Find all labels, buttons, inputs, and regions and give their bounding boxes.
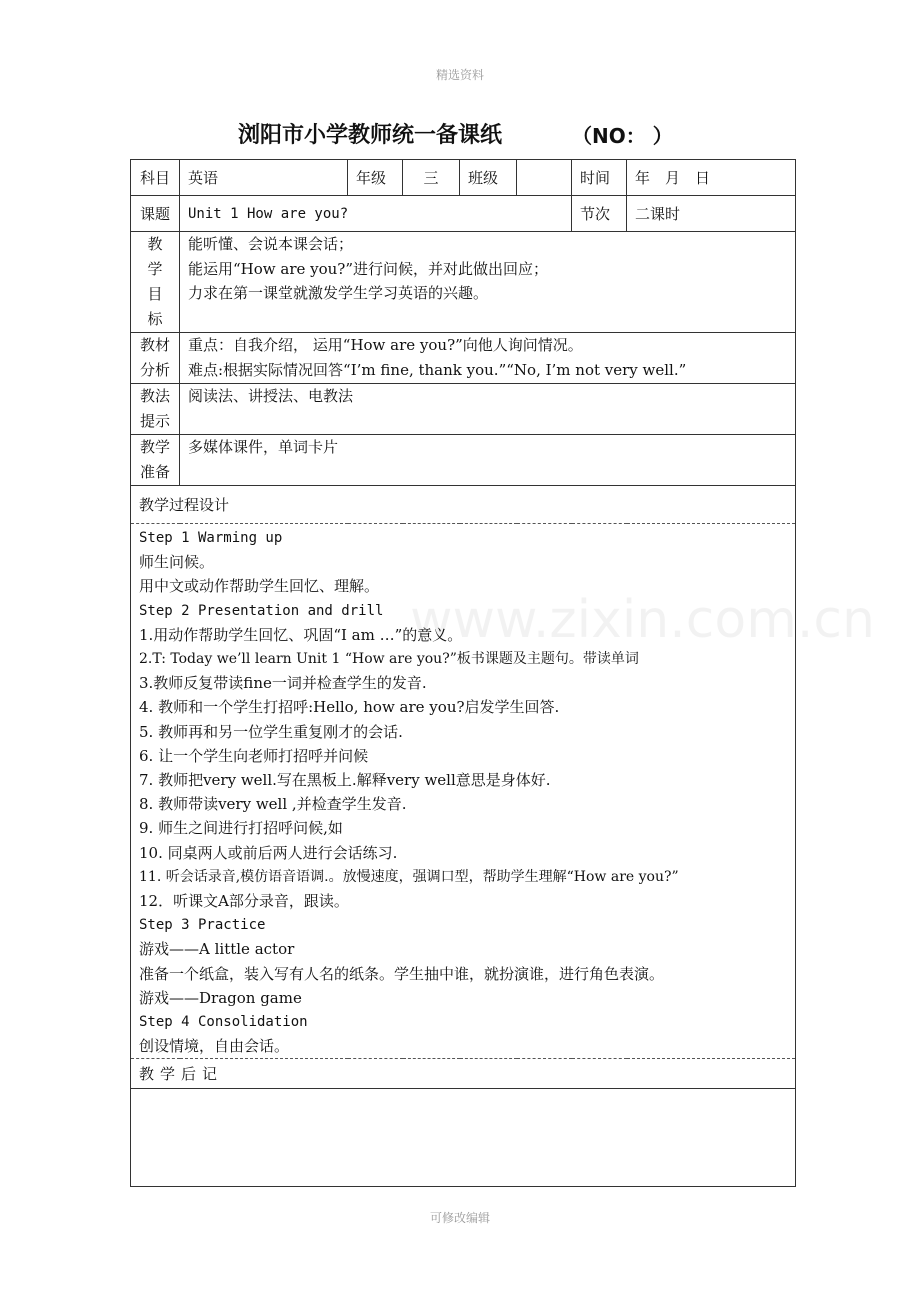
step-line: 4. 教师和一个学生打招呼:Hello, how are you?启发学生回答. — [139, 698, 560, 717]
preparation-content — [180, 435, 796, 486]
grade-label: 年级 — [348, 160, 403, 196]
preparation-label — [131, 435, 180, 486]
methods-label — [131, 384, 180, 435]
afterword-row — [131, 1089, 796, 1187]
class-label: 班级 — [460, 160, 517, 196]
step-line: 游戏——A little actor — [139, 940, 295, 959]
goals-label-char: 目 — [147, 285, 163, 303]
grade-value: 三 — [403, 160, 460, 196]
step-line: 11. 听会话录音,模仿语音语调.。放慢速度，强调口型，帮助学生理解“How are you?” — [139, 868, 679, 885]
goal-line: 力求在第一课堂就激发学生学习英语的兴趣。 — [188, 284, 489, 302]
preparation-value: 多媒体课件，单词卡片 — [188, 438, 339, 456]
analysis-difficulty: 难点:根据实际情况回答“I’m fine, thank you.”“No, I’m not very well.” — [188, 360, 687, 379]
goals-label-char: 教 — [147, 235, 163, 253]
step-line: 10. 同桌两人或前后两人进行会话练习. — [139, 843, 398, 862]
goal-line: 能运用“How are you?”进行问候，并对此做出回应； — [188, 259, 549, 278]
step-heading: Step 1 Warming up — [139, 530, 283, 546]
afterword-label: 教学后记 — [131, 1059, 796, 1089]
methods-row — [131, 384, 796, 435]
step-heading: Step 3 Practice — [139, 917, 266, 934]
period-value: 二课时 — [627, 196, 796, 232]
step-line: 创设情境，自由会话。 — [139, 1037, 290, 1056]
methods-value: 阅读法、讲授法、电教法 — [188, 387, 354, 405]
step-line: 9. 师生之间进行打招呼问候,如 — [139, 819, 343, 838]
step-line: 1.用动作帮助学生回忆、巩固“I am …”的意义。 — [139, 625, 463, 644]
time-label: 时间 — [572, 160, 627, 196]
methods-label-part: 教法 — [139, 387, 170, 405]
header-note: 精选资料 — [435, 68, 484, 82]
methods-label-part: 提示 — [139, 412, 170, 430]
process-steps-row — [131, 524, 796, 1059]
afterword-content — [131, 1089, 796, 1187]
preparation-label-part: 教学 — [139, 438, 170, 456]
step-line: 3.教师反复带读fine一词并检查学生的发音. — [139, 674, 427, 693]
topic-value: Unit 1 How are you? — [180, 196, 572, 232]
process-heading: 教学过程设计 — [131, 486, 796, 524]
step-line: 用中文或动作帮助学生回忆、理解。 — [139, 577, 380, 596]
subject-value: 英语 — [180, 160, 348, 196]
period-label: 节次 — [572, 196, 627, 232]
preparation-label-part: 准备 — [139, 463, 170, 481]
step-line: 准备一个纸盒，装入写有人名的纸条。学生抽中谁，就扮演谁，进行角色表演。 — [139, 964, 665, 983]
step-line: 12．听课文A部分录音，跟读。 — [139, 892, 349, 911]
class-value — [517, 160, 572, 196]
step-line: 6. 让一个学生向老师打招呼并问候 — [139, 746, 369, 765]
step-line: 8. 教师带读very well ,并检查学生发音. — [139, 795, 407, 814]
analysis-label — [131, 333, 180, 384]
document-number: （NO： ） — [572, 124, 673, 148]
info-row — [131, 160, 796, 196]
time-value: 年 月 日 — [627, 160, 796, 196]
analysis-label-part: 教材 — [139, 336, 170, 354]
process-steps — [131, 524, 796, 1059]
goals-label — [131, 232, 180, 333]
goals-row — [131, 232, 796, 333]
goals-label-char: 学 — [147, 260, 163, 278]
step-line: 5. 教师再和另一位学生重复刚才的会话. — [139, 722, 403, 741]
goals-content — [180, 232, 796, 333]
analysis-content — [180, 333, 796, 384]
document-title: 浏阳市小学教师统一备课纸 — [238, 123, 503, 148]
step-heading: Step 2 Presentation and drill — [139, 602, 384, 619]
goals-label-char: 标 — [147, 310, 163, 328]
analysis-label-part: 分析 — [139, 361, 170, 379]
afterword-heading-row — [131, 1059, 796, 1089]
step-line: 2.T: Today we’ll learn Unit 1 “How are you?”板书课题及主题句。带读单词 — [139, 651, 639, 668]
step-heading: Step 4 Consolidation — [139, 1014, 308, 1031]
watermark: www.zixin.com.cn — [410, 590, 875, 650]
step-line: 师生问候。 — [139, 553, 215, 572]
preparation-row — [131, 435, 796, 486]
topic-row — [131, 196, 796, 232]
analysis-row — [131, 333, 796, 384]
methods-content — [180, 384, 796, 435]
subject-label: 科目 — [131, 160, 180, 196]
step-line: 7. 教师把very well.写在黑板上.解释very well意思是身体好. — [139, 771, 551, 790]
goal-line: 能听懂、会说本课会话； — [188, 235, 354, 253]
footer-note: 可修改编辑 — [429, 1211, 490, 1225]
process-heading-row — [131, 486, 796, 524]
analysis-key-point: 重点：自我介绍， 运用“How are you?”向他人询问情况。 — [188, 336, 583, 354]
step-line: 游戏——Dragon game — [139, 988, 302, 1007]
lesson-plan-table — [130, 159, 796, 1187]
topic-label: 课题 — [131, 196, 180, 232]
